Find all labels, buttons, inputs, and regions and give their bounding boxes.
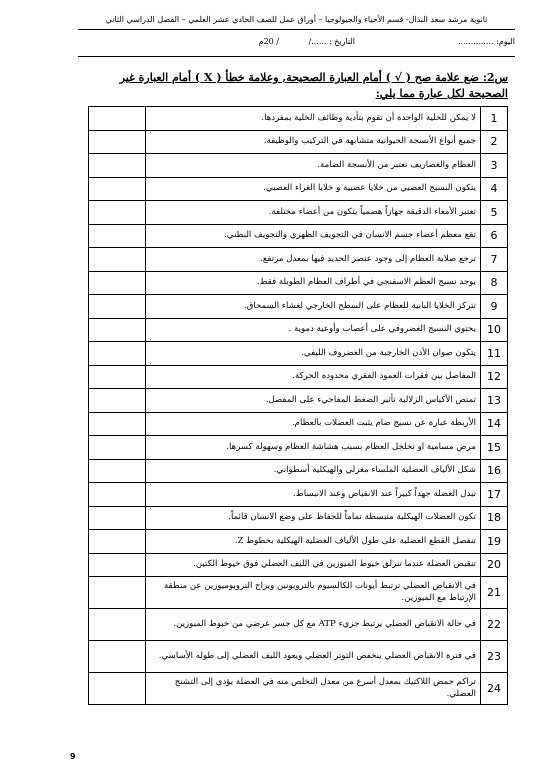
- statement-row: [89, 130, 508, 154]
- statement-text: تتركز الخلايا البانية للعظام على السطح الخارجي لغشاء السمحاق.: [146, 295, 481, 319]
- statement-number: 20: [481, 553, 508, 577]
- statement-row: [89, 107, 508, 131]
- statement-number: 5: [481, 201, 508, 225]
- statement-row: [89, 389, 508, 413]
- statement-number: 3: [481, 154, 508, 178]
- answer-box[interactable]: [89, 459, 146, 483]
- answer-box[interactable]: [89, 365, 146, 389]
- statement-text: لا يمكن للخلية الواحدة أن تقوم بتأدية وظائف الخلية بمفردها.: [146, 107, 481, 131]
- statement-text: الأربطة عبارة عن نسيج ضام يثبت العضلات بالعظام.: [146, 412, 481, 436]
- statement-number: 12: [481, 365, 508, 389]
- statement-row: [89, 154, 508, 178]
- statement-row: [89, 224, 508, 248]
- answer-box[interactable]: [89, 248, 146, 272]
- statement-text: في الانقباض العضلي ترتبط أيونات الكالسيوم بالتروبونين ويزاح التروبوميوزين عن منطقة الإرتباط مع الميوزين.: [146, 577, 481, 609]
- answer-box[interactable]: [89, 224, 146, 248]
- page-header: ثانوية مرشد سعد البذال- قسم الأحياء والجيولوجيا – أوراق عمل للصف الحادي عشر العلمي – الفصل الدراسي الثاني: [105, 15, 488, 24]
- date-label: التاريخ : ....../: [308, 37, 355, 46]
- statement-number: 2: [481, 130, 508, 154]
- statement-text: تبذل العضلة جهداً كبيراً عند الانقباض وعند الانبساط.: [146, 483, 481, 507]
- answer-box[interactable]: [89, 389, 146, 413]
- answer-box[interactable]: [89, 530, 146, 554]
- statement-row: [89, 483, 508, 507]
- answer-box[interactable]: [89, 318, 146, 342]
- statement-number: 18: [481, 506, 508, 530]
- answer-box[interactable]: [89, 107, 146, 131]
- answer-box[interactable]: [89, 436, 146, 460]
- statement-number: 14: [481, 412, 508, 436]
- statement-row: [89, 459, 508, 483]
- statement-row: [89, 271, 508, 295]
- answer-box[interactable]: [89, 201, 146, 225]
- day-label: اليوم: ..............: [458, 37, 515, 46]
- statement-text: ترجع صلابة العظام إلى وجود عنصر الحديد فيها بمعدل مرتفع.: [146, 248, 481, 272]
- answer-box[interactable]: [89, 412, 146, 436]
- answer-box[interactable]: [89, 154, 146, 178]
- answer-box[interactable]: [89, 295, 146, 319]
- statement-row: [89, 365, 508, 389]
- statement-row: [89, 673, 508, 705]
- statement-row: [89, 295, 508, 319]
- statement-text: تنفصل القطع العضلية على طول الألياف العضلية الهيكلية بخطوط Z.: [146, 530, 481, 554]
- statement-number: 6: [481, 224, 508, 248]
- statement-row: [89, 641, 508, 673]
- statement-row: [89, 436, 508, 460]
- statement-number: 11: [481, 342, 508, 366]
- statement-text: تراكم حمض اللاكتيك بمعدل أسرع من معدل التخلص منه في العضلة يؤدي إلى التشنج العضلي.: [146, 673, 481, 705]
- answer-box[interactable]: [89, 342, 146, 366]
- statement-text: تعتبر الأمعاء الدقيقة جهازاً هضمياً يتكون من أعضاء مختلفة.: [146, 201, 481, 225]
- statement-number: 8: [481, 271, 508, 295]
- statement-row: [89, 506, 508, 530]
- statement-row: [89, 577, 508, 609]
- year-label: / 20م: [258, 37, 279, 46]
- question-title: س2: ضع علامة صح ( √ ) أمام العبارة الصحيحة, وعلامة خطأ ( X ) أمام العبارة غير الصحيحة لكل عبارة مما يلي:: [119, 71, 508, 100]
- statement-number: 10: [481, 318, 508, 342]
- statement-text: تمتص الأكياس الزلالية تأثير الضغط المفاجيء على المفصل.: [146, 389, 481, 413]
- statement-number: 1: [481, 107, 508, 131]
- header-divider: [78, 29, 515, 30]
- statement-text: تنقبض العضلة عندما تنزلق خيوط الميوزين في الليف العضلي فوق خيوط الكتين.: [146, 553, 481, 577]
- page-number: 9: [70, 752, 76, 761]
- statement-number: 13: [481, 389, 508, 413]
- answer-box[interactable]: [89, 483, 146, 507]
- statement-number: 7: [481, 248, 508, 272]
- statement-text: شكل الألياف العضلية الملساء مغزلي والهيكلية أسطواني.: [146, 459, 481, 483]
- answer-box[interactable]: [89, 130, 146, 154]
- statement-text: يتكون صوان الأذن الخارجية من الغضروف الليفي.: [146, 342, 481, 366]
- statement-row: [89, 318, 508, 342]
- answer-box[interactable]: [89, 641, 146, 673]
- statement-text: العظام والغضاريف تعتبر من الأنسجة الضامة.: [146, 154, 481, 178]
- answer-box[interactable]: [89, 177, 146, 201]
- statement-number: 16: [481, 459, 508, 483]
- statement-text: يحتوي النسيج الغضروفي على أعصاب وأوعية دموية .: [146, 318, 481, 342]
- answer-box[interactable]: [89, 577, 146, 609]
- statement-row: [89, 553, 508, 577]
- answer-box[interactable]: [89, 673, 146, 705]
- statement-number: 24: [481, 673, 508, 705]
- statement-text: جميع أنواع الأنسجة الحيوانية متشابهة في التركيب والوظيفة.: [146, 130, 481, 154]
- answer-box[interactable]: [89, 553, 146, 577]
- statement-row: [89, 201, 508, 225]
- statement-row: [89, 530, 508, 554]
- statement-number: 4: [481, 177, 508, 201]
- statement-row: [89, 609, 508, 641]
- statement-text: في حالة الانقباض العضلي يرتبط جزيء ATP مع كل جسر عرضي من خيوط الميوزين.: [146, 609, 481, 641]
- statement-row: [89, 412, 508, 436]
- statement-number: 9: [481, 295, 508, 319]
- date-line: [78, 37, 515, 53]
- statement-text: في فترة الانقباض العضلي ينخفض التوتر العضلي ويعود الليف العضلي إلى طوله الأساسي.: [146, 641, 481, 673]
- meta-divider: [78, 56, 515, 57]
- statement-number: 21: [481, 577, 508, 609]
- statement-text: يتكون النسيج العصبي من خلايا عصبية و خلايا الغراء العصبي.: [146, 177, 481, 201]
- statement-text: المفاصل بين فقرات العمود الفقري محدودة الحركة.: [146, 365, 481, 389]
- statement-number: 23: [481, 641, 508, 673]
- statement-number: 22: [481, 609, 508, 641]
- statement-text: مرض مسامية او تخلخل العظام بسبب هشاشة العظام وسهولة كسرها.: [146, 436, 481, 460]
- answer-box[interactable]: [89, 609, 146, 641]
- statement-number: 19: [481, 530, 508, 554]
- statement-number: 15: [481, 436, 508, 460]
- statement-text: تقع معظم أعضاء جسم الانسان في التجويف الظهري والتجويف البطني.: [146, 224, 481, 248]
- answer-box[interactable]: [89, 271, 146, 295]
- statement-row: [89, 177, 508, 201]
- answer-box[interactable]: [89, 506, 146, 530]
- statement-text: تكون العضلات الهيكلية منبسطة تماماً للحفاظ على وضع الانسان قائماً.: [146, 506, 481, 530]
- statement-row: [89, 248, 508, 272]
- statement-text: يوجد نسيج العظم الاسفنجي في أطراف العظام الطويلة فقط.: [146, 271, 481, 295]
- statement-number: 17: [481, 483, 508, 507]
- statements-table: [88, 106, 508, 705]
- statement-row: [89, 342, 508, 366]
